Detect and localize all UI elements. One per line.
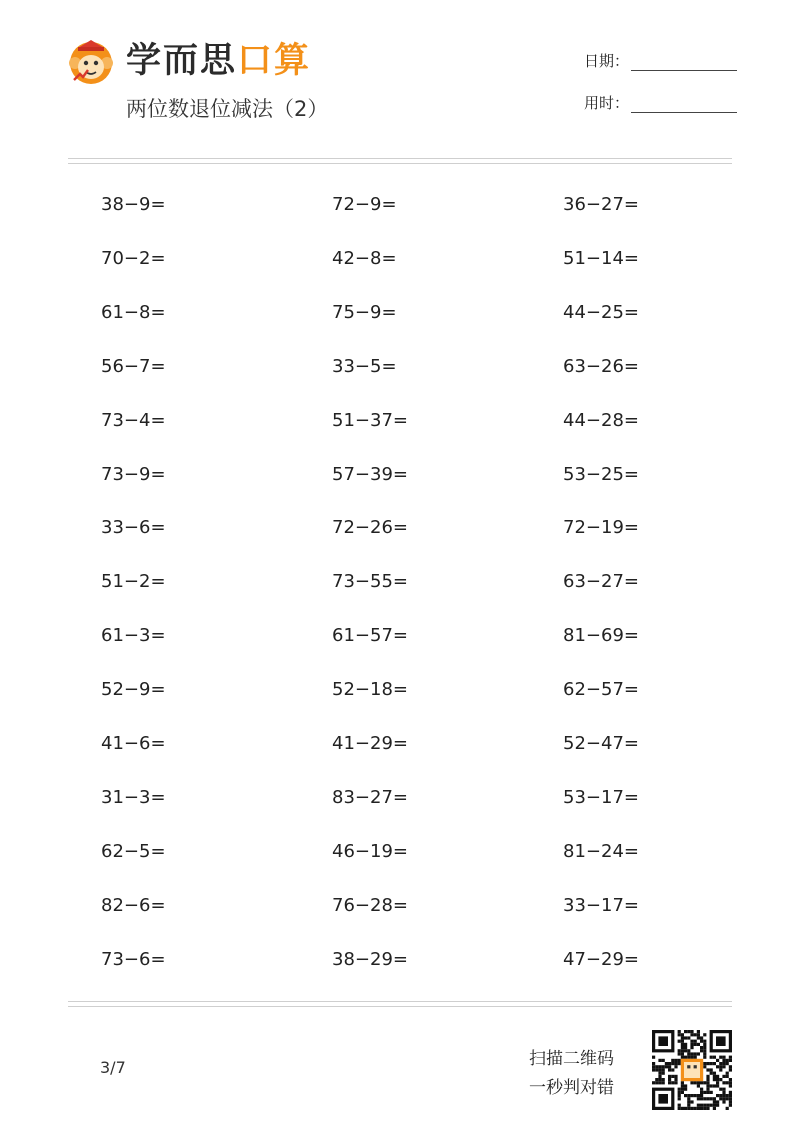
problem-item: 51−2= bbox=[101, 571, 166, 593]
problem-item: 83−27= bbox=[332, 786, 408, 808]
problem-item: 53−25= bbox=[563, 463, 639, 485]
scan-caption-line1: 扫描二维码 bbox=[529, 1049, 614, 1069]
problem-item: 63−26= bbox=[563, 355, 639, 377]
problem-item: 81−69= bbox=[563, 625, 639, 647]
bottom-divider bbox=[68, 1001, 732, 1002]
time-label: 用时： bbox=[584, 94, 630, 112]
problem-item: 72−19= bbox=[563, 517, 639, 539]
problem-item: 36−27= bbox=[563, 194, 639, 215]
problem-item: 33−6= bbox=[101, 517, 166, 539]
problem-item: 61−8= bbox=[101, 301, 166, 323]
problem-item: 38−29= bbox=[332, 948, 408, 970]
problem-item: 70−2= bbox=[101, 247, 166, 269]
problem-item: 38−9= bbox=[101, 194, 166, 215]
problem-item: 41−29= bbox=[332, 733, 408, 754]
problem-item: 73−4= bbox=[101, 409, 166, 431]
problem-item: 42−8= bbox=[332, 247, 397, 269]
problem-item: 33−5= bbox=[332, 355, 397, 377]
problem-item: 53−17= bbox=[563, 786, 639, 808]
problem-item: 51−37= bbox=[332, 409, 408, 431]
problem-item: 62−57= bbox=[563, 679, 639, 701]
bottom-divider-secondary bbox=[68, 1006, 732, 1007]
problem-item: 57−39= bbox=[332, 463, 408, 485]
date-label: 日期： bbox=[584, 52, 630, 70]
problem-item: 44−28= bbox=[563, 409, 639, 431]
page-number: 3/7 bbox=[100, 1058, 126, 1077]
scan-caption-line2: 一秒判对错 bbox=[529, 1078, 614, 1098]
problem-item: 63−27= bbox=[563, 571, 639, 593]
problem-item: 72−26= bbox=[332, 517, 408, 539]
problem-item: 52−47= bbox=[563, 733, 639, 754]
brand-accent: 口算 bbox=[237, 41, 312, 81]
problem-item: 52−18= bbox=[332, 679, 408, 701]
problem-item: 46−19= bbox=[332, 840, 408, 862]
problem-item: 81−24= bbox=[563, 840, 639, 862]
problem-item: 44−25= bbox=[563, 301, 639, 323]
problem-item: 31−3= bbox=[101, 786, 166, 808]
problem-item: 75−9= bbox=[332, 301, 397, 323]
problem-item: 73−55= bbox=[332, 571, 408, 593]
problem-item: 82−6= bbox=[101, 894, 166, 916]
problem-item: 73−6= bbox=[101, 948, 166, 970]
problem-item: 76−28= bbox=[332, 894, 408, 916]
problem-item: 73−9= bbox=[101, 463, 166, 485]
problem-item: 51−14= bbox=[563, 247, 639, 269]
problem-item: 72−9= bbox=[332, 194, 397, 215]
problem-item: 56−7= bbox=[101, 355, 166, 377]
problem-item: 41−6= bbox=[101, 733, 166, 754]
problem-item: 61−3= bbox=[101, 625, 166, 647]
problem-item: 47−29= bbox=[563, 948, 639, 970]
qr-code-icon[interactable] bbox=[652, 1030, 732, 1110]
problem-item: 62−5= bbox=[101, 840, 166, 862]
brand-main: 学而思 bbox=[126, 41, 238, 81]
problem-item: 61−57= bbox=[332, 625, 408, 647]
problem-item: 52−9= bbox=[101, 679, 166, 701]
problem-item: 33−17= bbox=[563, 894, 639, 916]
worksheet-subtitle: 两位数退位减法（2） bbox=[126, 97, 329, 121]
